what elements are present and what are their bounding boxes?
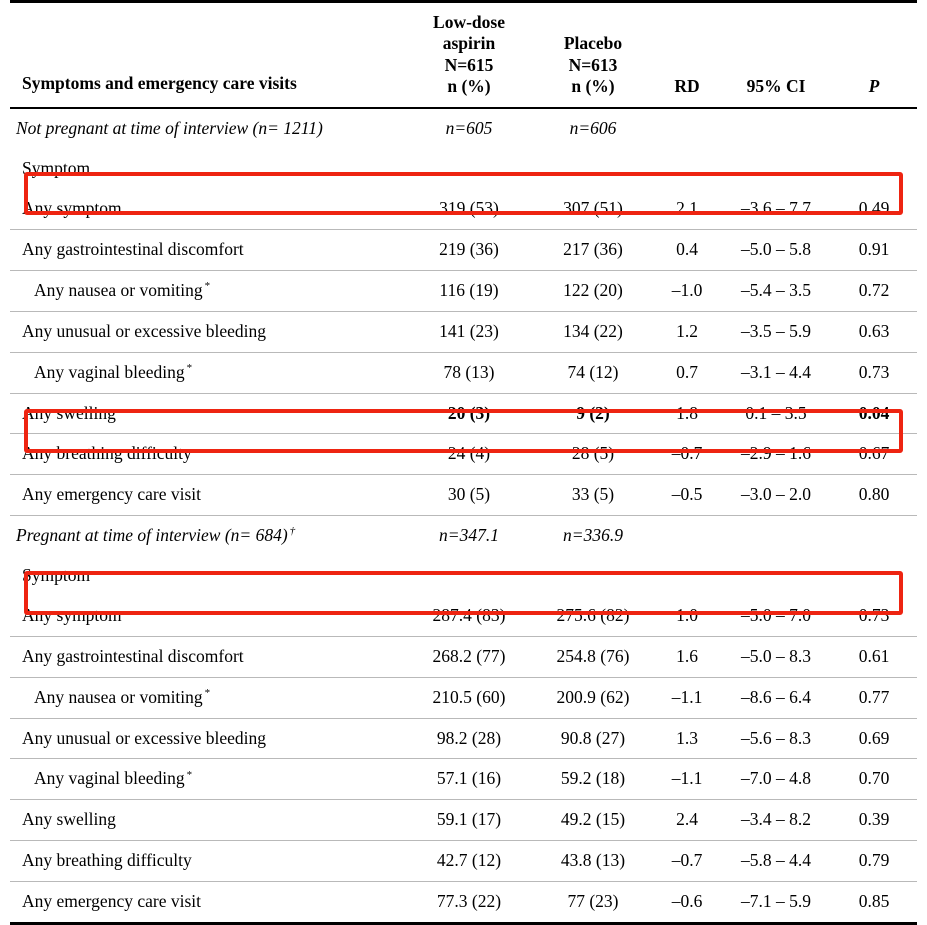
cell-aspirin: 24 (4): [447, 443, 491, 464]
cell-rd: 2.4: [676, 809, 698, 830]
cell-rd: [653, 516, 721, 556]
cell-p: [831, 109, 917, 149]
column-header-symptoms-line1: Symptoms and emergency care visits: [22, 73, 297, 94]
cell-ci: 0.1 – 3.5: [745, 402, 807, 423]
column-header-p-line1: P: [868, 76, 880, 97]
cell-placebo: 134 (22): [563, 320, 623, 341]
cell-rd: –0.6: [671, 891, 703, 911]
table-row: [10, 759, 917, 800]
cell-aspirin: n=605: [445, 118, 493, 139]
cell-rd: 2.1: [676, 198, 698, 219]
cell-placebo: 90.8 (27): [560, 727, 626, 748]
cell-placebo: 74 (12): [567, 361, 619, 382]
column-header-aspirin: [405, 2, 533, 109]
cell-p: 0.04: [858, 402, 890, 423]
cell-placebo: 200.9 (62): [556, 686, 630, 707]
cell-placebo: n=336.9: [563, 525, 623, 546]
table-row: [10, 475, 917, 516]
cell-ci: –3.5 – 5.9: [741, 320, 811, 341]
row-label: Any vaginal bleeding *: [34, 361, 193, 382]
cell-ci: [721, 556, 831, 596]
cell-placebo: 217 (36): [563, 239, 623, 259]
cell-p: 0.67: [858, 443, 890, 464]
row-label: Any nausea or vomiting *: [34, 279, 211, 300]
table-row: [10, 352, 917, 393]
row-label: Any breathing difficulty: [22, 850, 192, 871]
cell-ci: [721, 109, 831, 149]
row-label: Any symptom: [22, 604, 122, 625]
cell-p: 0.91: [858, 239, 890, 259]
cell-p: 0.79: [858, 850, 890, 871]
cell-ci: –5.6 – 8.3: [741, 727, 811, 748]
column-header-symptoms: [10, 2, 405, 109]
cell-ci: –7.0 – 4.8: [741, 768, 811, 789]
table-row: [10, 230, 917, 271]
cell-rd: 0.7: [676, 361, 698, 382]
column-header-ci: [721, 2, 831, 109]
cell-p: 0.73: [858, 361, 890, 382]
cell-ci: –5.0 – 5.8: [741, 239, 811, 259]
column-header-rd: [653, 2, 721, 109]
cell-rd: 1.0: [676, 604, 698, 625]
row-label: Any emergency care visit: [22, 891, 201, 911]
table-header: [10, 2, 917, 109]
cell-aspirin: 268.2 (77): [432, 645, 506, 666]
cell-ci: –5.4 – 3.5: [741, 279, 811, 300]
cell-aspirin: 59.1 (17): [436, 809, 502, 830]
column-header-p: [831, 2, 917, 109]
cell-placebo: 275.6 (82): [556, 604, 630, 625]
row-label: Any unusual or excessive bleeding: [22, 727, 266, 748]
row-label: Any breathing difficulty: [22, 443, 192, 464]
cell-rd: –1.1: [671, 768, 703, 789]
row-label: Any symptom: [22, 198, 122, 219]
table-row: [10, 636, 917, 677]
cell-p: 0.69: [858, 727, 890, 748]
cell-aspirin: 42.7 (12): [436, 850, 502, 871]
cell-placebo: 254.8 (76): [556, 645, 630, 666]
row-label: Any gastrointestinal discomfort: [22, 645, 244, 666]
table-row: [10, 270, 917, 311]
table-row: [10, 516, 917, 556]
column-header-rd-line1: RD: [674, 76, 700, 97]
cell-p: 0.61: [858, 645, 890, 666]
cell-p: 0.70: [858, 768, 890, 789]
cell-rd: 1.6: [676, 645, 698, 666]
cell-ci: –2.9 – 1.6: [741, 443, 811, 464]
cell-ci: –5.0 – 7.0: [741, 604, 811, 625]
cell-aspirin: 219 (36): [439, 239, 499, 259]
symptoms-emergency-care-table: [10, 0, 917, 925]
row-label: Symptom: [22, 158, 91, 179]
cell-rd: [653, 149, 721, 189]
row-label: Pregnant at time of interview (n= 684) †: [16, 525, 296, 546]
table-row: [10, 311, 917, 352]
footnote-marker: *: [186, 768, 193, 781]
cell-ci: –5.0 – 8.3: [741, 645, 811, 666]
footnote-marker: *: [204, 686, 211, 699]
cell-ci: –8.6 – 6.4: [741, 686, 811, 707]
cell-placebo: 307 (51): [563, 198, 623, 219]
cell-p: [831, 556, 917, 596]
column-header-placebo: [533, 2, 653, 109]
cell-p: 0.77: [858, 686, 890, 707]
cell-aspirin: 78 (13): [443, 361, 495, 382]
row-label: Any swelling: [22, 402, 116, 423]
cell-ci: –3.1 – 4.4: [741, 361, 811, 382]
cell-p: [831, 516, 917, 556]
table-row: [10, 841, 917, 882]
cell-aspirin: 98.2 (28): [436, 727, 502, 748]
cell-ci: –3.4 – 8.2: [741, 809, 811, 830]
cell-rd: –0.7: [671, 850, 703, 871]
row-label: Any nausea or vomiting *: [34, 686, 211, 707]
cell-aspirin: 116 (19): [439, 279, 499, 300]
table-row: [10, 800, 917, 841]
cell-placebo: 43.8 (13): [560, 850, 626, 871]
table-row: [10, 434, 917, 475]
table-row: [10, 596, 917, 636]
cell-rd: [653, 109, 721, 149]
cell-aspirin: 57.1 (16): [436, 768, 502, 789]
cell-aspirin: 30 (5): [447, 484, 491, 505]
row-label: Any gastrointestinal discomfort: [22, 239, 244, 259]
row-label: Symptom: [22, 565, 91, 585]
cell-placebo: 9 (2): [576, 402, 610, 423]
cell-placebo: 28 (5): [571, 443, 615, 464]
table-row: [10, 108, 917, 149]
table-row: [10, 393, 917, 434]
table-row: [10, 718, 917, 759]
row-label: Not pregnant at time of interview (n= 1211): [16, 118, 323, 139]
cell-p: 0.85: [858, 891, 890, 911]
cell-placebo: [533, 149, 653, 189]
cell-ci: [721, 149, 831, 189]
table-row: [10, 189, 917, 229]
table-body: [10, 108, 917, 923]
cell-p: [831, 149, 917, 189]
row-label: Any swelling: [22, 809, 116, 830]
cell-ci: –3.0 – 2.0: [741, 484, 811, 505]
column-header-placebo-line1: Placebo: [563, 33, 623, 54]
cell-rd: –0.5: [671, 484, 703, 505]
cell-rd: [653, 556, 721, 596]
cell-placebo: 49.2 (15): [560, 809, 626, 830]
footnote-marker: †: [289, 525, 296, 538]
column-header-ci-line1: 95% CI: [746, 76, 806, 97]
cell-p: 0.39: [858, 809, 890, 830]
table-row: [10, 556, 917, 596]
cell-aspirin: n=347.1: [439, 525, 499, 546]
table-row: [10, 149, 917, 189]
column-header-aspirin-line2: N=615: [444, 54, 494, 75]
cell-p: 0.49: [858, 198, 890, 219]
cell-rd: 1.8: [676, 402, 698, 423]
cell-placebo: [533, 556, 653, 596]
cell-aspirin: 210.5 (60): [432, 686, 506, 707]
cell-placebo: 59.2 (18): [560, 768, 626, 789]
cell-aspirin: 319 (53): [439, 198, 499, 219]
table-row: [10, 882, 917, 924]
column-header-aspirin-line3: n (%): [447, 76, 491, 97]
cell-p: 0.73: [858, 604, 890, 625]
cell-aspirin: [405, 149, 533, 189]
cell-placebo: 122 (20): [563, 279, 623, 300]
cell-p: 0.72: [858, 279, 890, 300]
cell-ci: [721, 516, 831, 556]
cell-rd: 0.4: [676, 239, 698, 259]
cell-rd: –1.0: [671, 279, 703, 300]
cell-ci: –5.8 – 4.4: [741, 850, 811, 871]
cell-placebo: n=606: [569, 118, 617, 139]
table-header-row: [10, 2, 917, 109]
cell-aspirin: [405, 556, 533, 596]
row-label: Any emergency care visit: [22, 484, 201, 505]
cell-p: 0.80: [858, 484, 890, 505]
cell-rd: 1.2: [676, 320, 698, 341]
cell-p: 0.63: [858, 320, 890, 341]
cell-ci: –3.6 – 7.7: [741, 198, 811, 219]
footnote-marker: *: [204, 280, 211, 293]
cell-placebo: 77 (23): [567, 891, 619, 911]
row-label: Any unusual or excessive bleeding: [22, 320, 266, 341]
cell-aspirin: 20 (3): [447, 402, 491, 423]
cell-aspirin: 141 (23): [439, 320, 499, 341]
table-row: [10, 677, 917, 718]
column-header-aspirin-line1: Low-dose aspirin: [433, 12, 505, 54]
cell-aspirin: 287.4 (83): [432, 604, 506, 625]
column-header-placebo-line2: N=613: [568, 54, 618, 75]
column-header-placebo-line3: n (%): [571, 76, 615, 97]
row-label: Any vaginal bleeding *: [34, 768, 193, 789]
cell-ci: –7.1 – 5.9: [741, 891, 811, 911]
footnote-marker: *: [186, 361, 193, 374]
cell-rd: 1.3: [676, 727, 698, 748]
cell-aspirin: 77.3 (22): [436, 891, 502, 911]
cell-placebo: 33 (5): [571, 484, 615, 505]
cell-rd: –0.7: [671, 443, 703, 464]
cell-rd: –1.1: [671, 686, 703, 707]
